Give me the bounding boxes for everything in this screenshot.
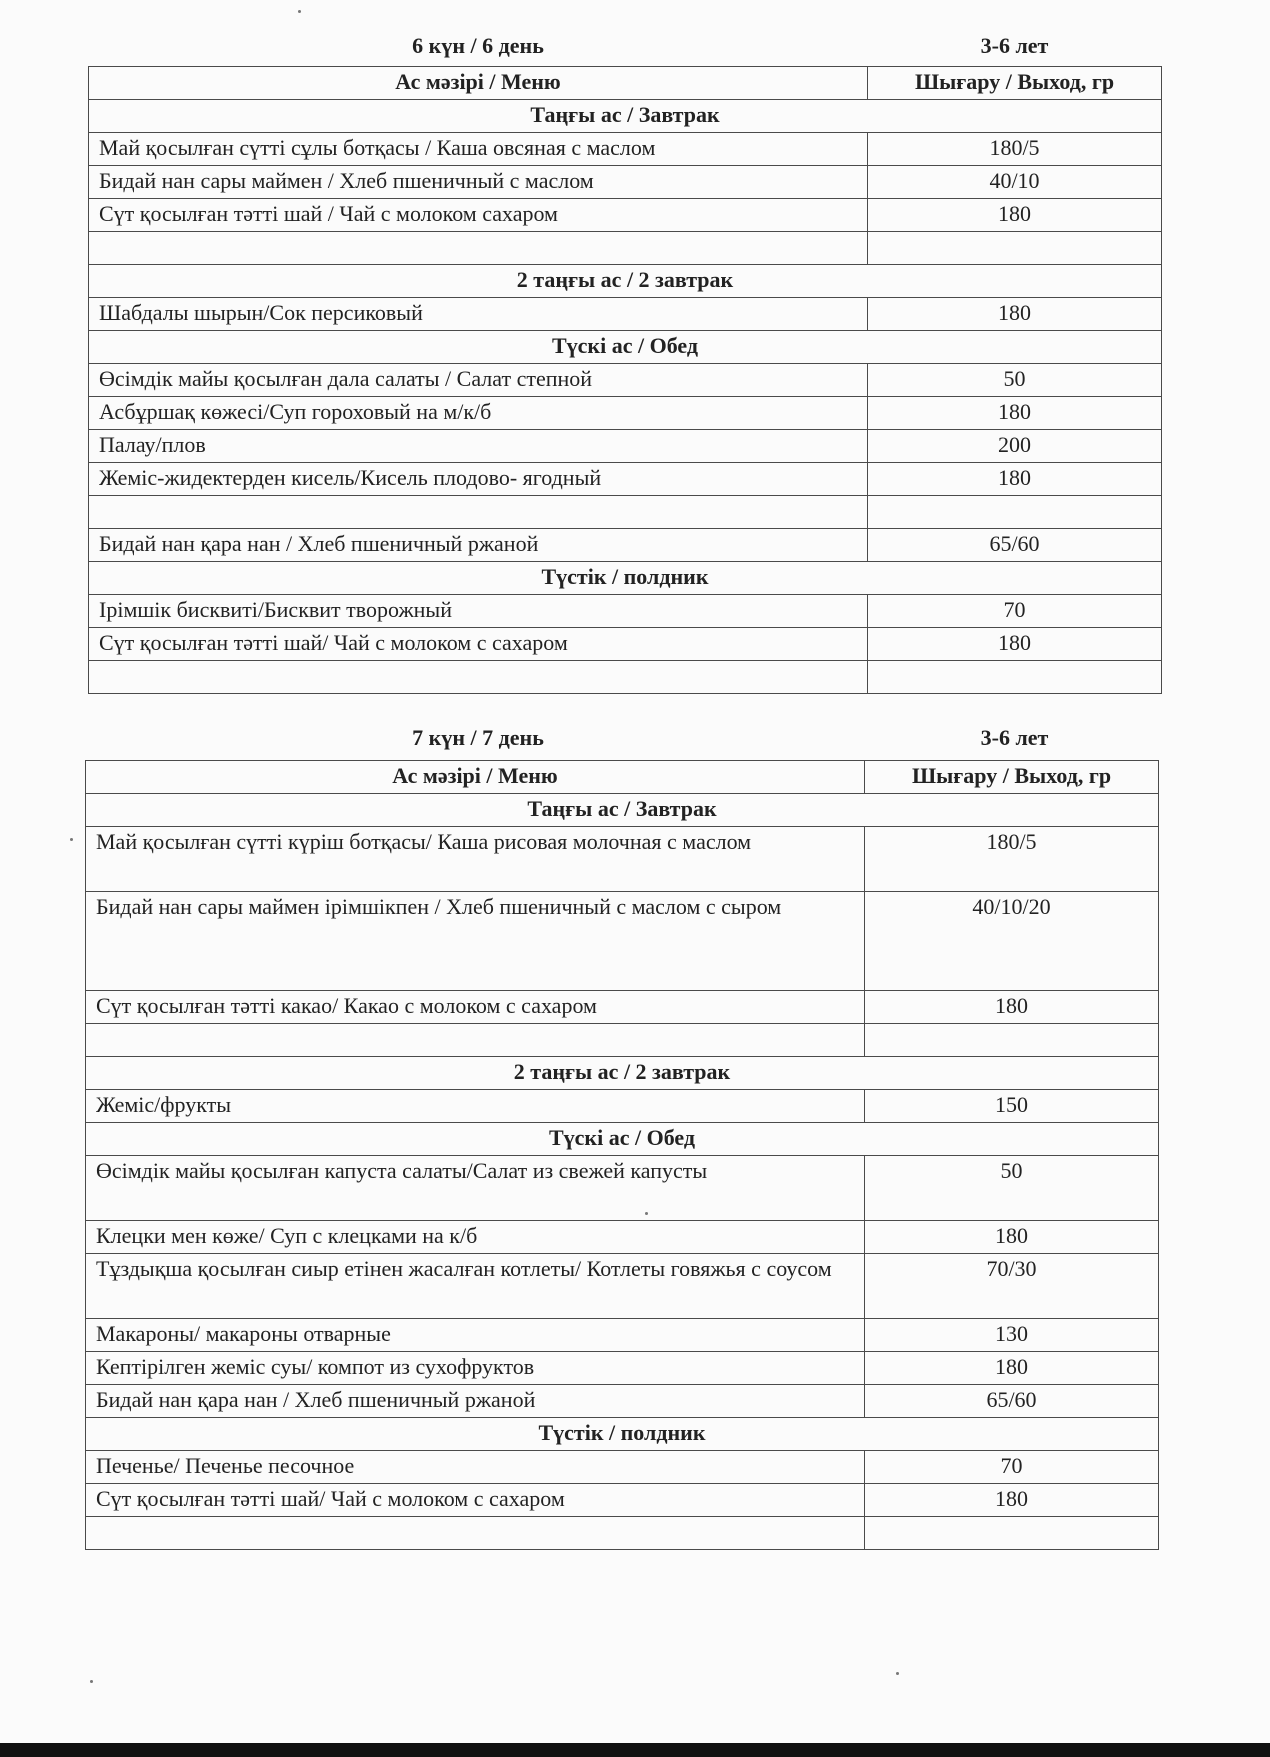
table-row (86, 991, 1159, 1024)
table-row (89, 595, 1162, 628)
day6-header (88, 30, 1161, 62)
section-row (89, 562, 1162, 595)
table-row (86, 1451, 1159, 1484)
table-row (89, 133, 1162, 166)
table-row (86, 892, 1159, 991)
table-header-row (86, 761, 1159, 794)
section-row (89, 100, 1162, 133)
scan-speck (70, 838, 73, 841)
section-breakfast: Таңғы ас / Завтрак (89, 100, 1162, 133)
table-row (89, 397, 1162, 430)
age-group: 3-6 лет (980, 33, 1049, 58)
dish-yield: 180 (868, 199, 1162, 232)
dish-yield: 40/10 (868, 166, 1162, 199)
dish-name: Бидай нан сары маймен / Хлеб пшеничный с маслом (89, 166, 868, 199)
dish-yield: 65/60 (865, 1385, 1159, 1418)
section-row (86, 1057, 1159, 1090)
dish-name: Палау/плов (89, 430, 868, 463)
day-title: 6 күн / 6 день (412, 33, 544, 58)
dish-name: Кептірілген жеміс суы/ компот из сухофруктов (86, 1352, 865, 1385)
dish-yield: 180 (868, 397, 1162, 430)
section-snack: Түстік / полдник (86, 1418, 1159, 1451)
dish-name: Май қосылған сүтті күріш ботқасы/ Каша рисовая молочная с маслом (86, 827, 865, 892)
dish-yield: 50 (865, 1156, 1159, 1221)
table-row (86, 1352, 1159, 1385)
section-row (89, 265, 1162, 298)
section-breakfast: Таңғы ас / Завтрак (86, 794, 1159, 827)
dish-name: Ірімшік бисквиті/Бисквит творожный (89, 595, 868, 628)
table-row (89, 430, 1162, 463)
table-row (89, 166, 1162, 199)
scan-speck (90, 1680, 93, 1683)
age-group: 3-6 лет (980, 725, 1049, 750)
dish-yield: 180/5 (865, 827, 1159, 892)
day-title: 7 күн / 7 день (412, 725, 544, 750)
table-row (86, 1090, 1159, 1123)
dish-name: Май қосылған сүтті сұлы ботқасы / Каша овсяная с маслом (89, 133, 868, 166)
table-row (89, 628, 1162, 661)
dish-name: Сүт қосылған тәтті шай/ Чай с молоком с сахаром (89, 628, 868, 661)
dish-yield: 180 (868, 628, 1162, 661)
dish-yield: 180 (868, 298, 1162, 331)
section-lunch: Түскі ас / Обед (86, 1123, 1159, 1156)
table-row (89, 364, 1162, 397)
section-row (86, 1418, 1159, 1451)
day7-menu-table (85, 760, 1159, 1550)
scan-speck (896, 1672, 899, 1675)
table-row (86, 1156, 1159, 1221)
dish-yield: 180/5 (868, 133, 1162, 166)
section-row (86, 794, 1159, 827)
empty-row (89, 661, 1162, 694)
section-row (86, 1123, 1159, 1156)
table-row (86, 827, 1159, 892)
dish-name: Макароны/ макароны отварные (86, 1319, 865, 1352)
table-row (89, 199, 1162, 232)
scan-speck (645, 1212, 648, 1215)
dish-yield: 180 (865, 1221, 1159, 1254)
dish-yield: 180 (868, 463, 1162, 496)
dish-name: Бидай нан қара нан / Хлеб пшеничный ржаной (89, 529, 868, 562)
yield-column-header: Шығару / Выход, гр (865, 761, 1159, 794)
table-row (89, 298, 1162, 331)
dish-yield: 180 (865, 1352, 1159, 1385)
dish-name: Тұздықша қосылған сиыр етінен жасалған котлеты/ Котлеты говяжья с соусом (86, 1254, 865, 1319)
dish-yield: 70 (865, 1451, 1159, 1484)
dish-yield: 65/60 (868, 529, 1162, 562)
dish-name: Шабдалы шырын/Сок персиковый (89, 298, 868, 331)
dish-yield: 40/10/20 (865, 892, 1159, 991)
section-snack: Түстік / полдник (89, 562, 1162, 595)
dish-name: Асбұршақ көжесі/Суп гороховый на м/к/б (89, 397, 868, 430)
dish-yield: 180 (865, 991, 1159, 1024)
table-row (86, 1221, 1159, 1254)
menu-column-header: Ас мәзірі / Меню (89, 67, 868, 100)
section-second-breakfast: 2 таңғы ас / 2 завтрак (89, 265, 1162, 298)
dish-name: Печенье/ Печенье песочное (86, 1451, 865, 1484)
table-header-row (89, 67, 1162, 100)
table-row (89, 529, 1162, 562)
dish-name: Өсімдік майы қосылған дала салаты / Салат степной (89, 364, 868, 397)
dish-name: Сүт қосылған тәтті какао/ Какао с молоком с сахаром (86, 991, 865, 1024)
dish-name: Сүт қосылған тәтті шай/ Чай с молоком с сахаром (86, 1484, 865, 1517)
empty-row (86, 1517, 1159, 1550)
section-second-breakfast: 2 таңғы ас / 2 завтрак (86, 1057, 1159, 1090)
table-row (86, 1385, 1159, 1418)
menu-column-header: Ас мәзірі / Меню (86, 761, 865, 794)
dish-name: Бидай нан сары маймен ірімшікпен / Хлеб пшеничный с маслом с сыром (86, 892, 865, 991)
dish-name: Бидай нан қара нан / Хлеб пшеничный ржаной (86, 1385, 865, 1418)
dish-name: Өсімдік майы қосылған капуста салаты/Салат из свежей капусты (86, 1156, 865, 1221)
table-row (86, 1484, 1159, 1517)
section-lunch: Түскі ас / Обед (89, 331, 1162, 364)
section-row (89, 331, 1162, 364)
dish-yield: 70 (868, 595, 1162, 628)
dish-yield: 150 (865, 1090, 1159, 1123)
empty-row (89, 496, 1162, 529)
dish-yield: 180 (865, 1484, 1159, 1517)
day7-header (88, 722, 1161, 754)
table-row (86, 1254, 1159, 1319)
dish-yield: 130 (865, 1319, 1159, 1352)
empty-row (89, 232, 1162, 265)
dish-name: Сүт қосылған тәтті шай / Чай с молоком сахаром (89, 199, 868, 232)
dish-yield: 70/30 (865, 1254, 1159, 1319)
dish-yield: 200 (868, 430, 1162, 463)
empty-row (86, 1024, 1159, 1057)
yield-column-header: Шығару / Выход, гр (868, 67, 1162, 100)
day6-menu-table (88, 66, 1162, 694)
dish-yield: 50 (868, 364, 1162, 397)
table-row (86, 1319, 1159, 1352)
scan-edge-bar (0, 1743, 1270, 1757)
table-row (89, 463, 1162, 496)
dish-name: Клецки мен көже/ Суп с клецками на к/б (86, 1221, 865, 1254)
dish-name: Жеміс-жидектерден кисель/Кисель плодово- ягодный (89, 463, 868, 496)
dish-name: Жеміс/фрукты (86, 1090, 865, 1123)
scan-speck (298, 10, 301, 13)
